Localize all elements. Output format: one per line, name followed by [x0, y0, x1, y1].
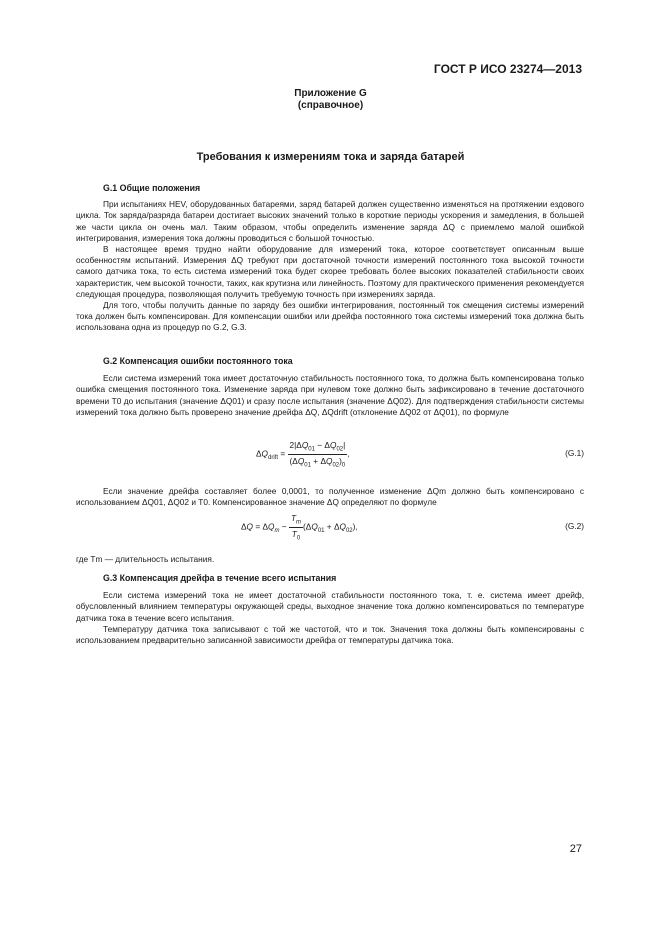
standard-header: ГОСТ Р ИСО 23274—2013: [433, 62, 582, 76]
formula-g1-expression: $\Delta Q_{drift}$ = $\frac{2|\Delta Q_{01} - \Delta Q_{02}|}{(\Delta Q_{01} + \Delta Q_{02})_0}$ ,: [256, 440, 350, 469]
paragraph: Температуру датчика тока записывают с той же частотой, что и ток. Значения тока должны быть компенсированы с использованием предварительно записанной зависимости дрейфа от температуры датчика тока.: [76, 623, 584, 646]
where-clause: [76, 554, 584, 565]
formula-g2-number: (G.2): [565, 521, 584, 531]
section-g2: [76, 356, 584, 418]
section-heading-g3: G.3 Компенсация дрейфа в течение всего испытания: [103, 573, 337, 583]
section-g3: [76, 573, 584, 646]
formula-g2-expression: $\Delta Q = \Delta Q_m$ − $\frac{T_m}{T_0}$ $(\Delta Q_{01} + \Delta Q_{02})$,: [241, 513, 358, 542]
paragraph: В настоящее время трудно найти оборудование для измерений тока, которое соответствует описанным выше особенностям испытаний. Измерения ΔQ требуют при достаточной точности измерений постоянного тока высокой точности самого датчика тока, то есть система измерений тока будет скорее требовать более высоких показателей стабильности своих характеристик, чем высокой точности, таких, как крутизна или линейность. Поэтому для практического применения рекомендуется следующая процедура, позволяющая получить требуемую точность при измерениях заряда.: [76, 244, 584, 299]
paragraph: Если значение дрейфа составляет более 0,0001, то полученное изменение ΔQm должно быть компенсировано с использованием ΔQ01, ΔQ02 и T0. Компенсированное значение ΔQ определяют по формуле: [76, 486, 584, 508]
annex-title: Приложение G: [294, 88, 367, 99]
paragraph: Если система измерений тока имеет достаточную стабильность постоянного тока, то должна быть компенсирована только ошибка смещения постоянного тока. Изменение заряда при нулевом токе должно быть зафиксировано в течение достаточного времени T0 до испытания (значение ΔQ01) и сразу после испытания (значение ΔQ02). Для подтверждения стабильности системы измерений тока должно быть проверено значение дрейфа ΔQ, ΔQdrift (отклонение ΔQ02 от ΔQ01), по формуле: [76, 373, 584, 417]
paragraph: При испытаниях HEV, оборудованных батареями, заряд батарей должен существенно изменяться на протяжении ездового цикла. Ток заряда/разряда батареи достигает высоких значений только в короткие периоды ускорения и замедления, в большей же части цикла он очень мал. Таким образом, чтобы определить изменение заряда ΔQ с приемлемо малой ошибкой интегрирования, измерения тока должны проводиться с большой точностью.: [76, 199, 584, 243]
formula-g1-number: (G.1): [565, 448, 584, 458]
annex-subtitle: (справочное): [297, 100, 364, 111]
annex-heading: [0, 88, 661, 112]
formula-g2: [76, 510, 584, 546]
paragraph: Если система измерений тока не имеет достаточной стабильности постоянного тока, т. е. система имеет дрейф, обусловленный влиянием температуры окружающей среды, выходное значение тока должно компенсироваться по температуре датчика тока в течение всего испытания.: [76, 590, 584, 623]
section-g1: [76, 183, 584, 334]
formula-g1: [76, 436, 584, 476]
section-g2-continued: [76, 486, 584, 508]
page-title: Требования к измерениям тока и заряда батарей: [196, 151, 465, 163]
section-heading-g2: G.2 Компенсация ошибки постоянного тока: [103, 356, 293, 366]
paragraph: Для того, чтобы получить данные по заряду без ошибки интегрирования, постоянный ток смещения системы измерений тока должен быть компенсирован. Для компенсации ошибки или дрейфа постоянного тока системы измерений тока должна быть использована одна из процедур по G.2, G.3.: [76, 300, 584, 333]
page-number: 27: [569, 843, 582, 855]
section-heading-g1: G.1 Общие положения: [103, 183, 201, 193]
where-text: где Tm — длительность испытания.: [76, 554, 215, 564]
